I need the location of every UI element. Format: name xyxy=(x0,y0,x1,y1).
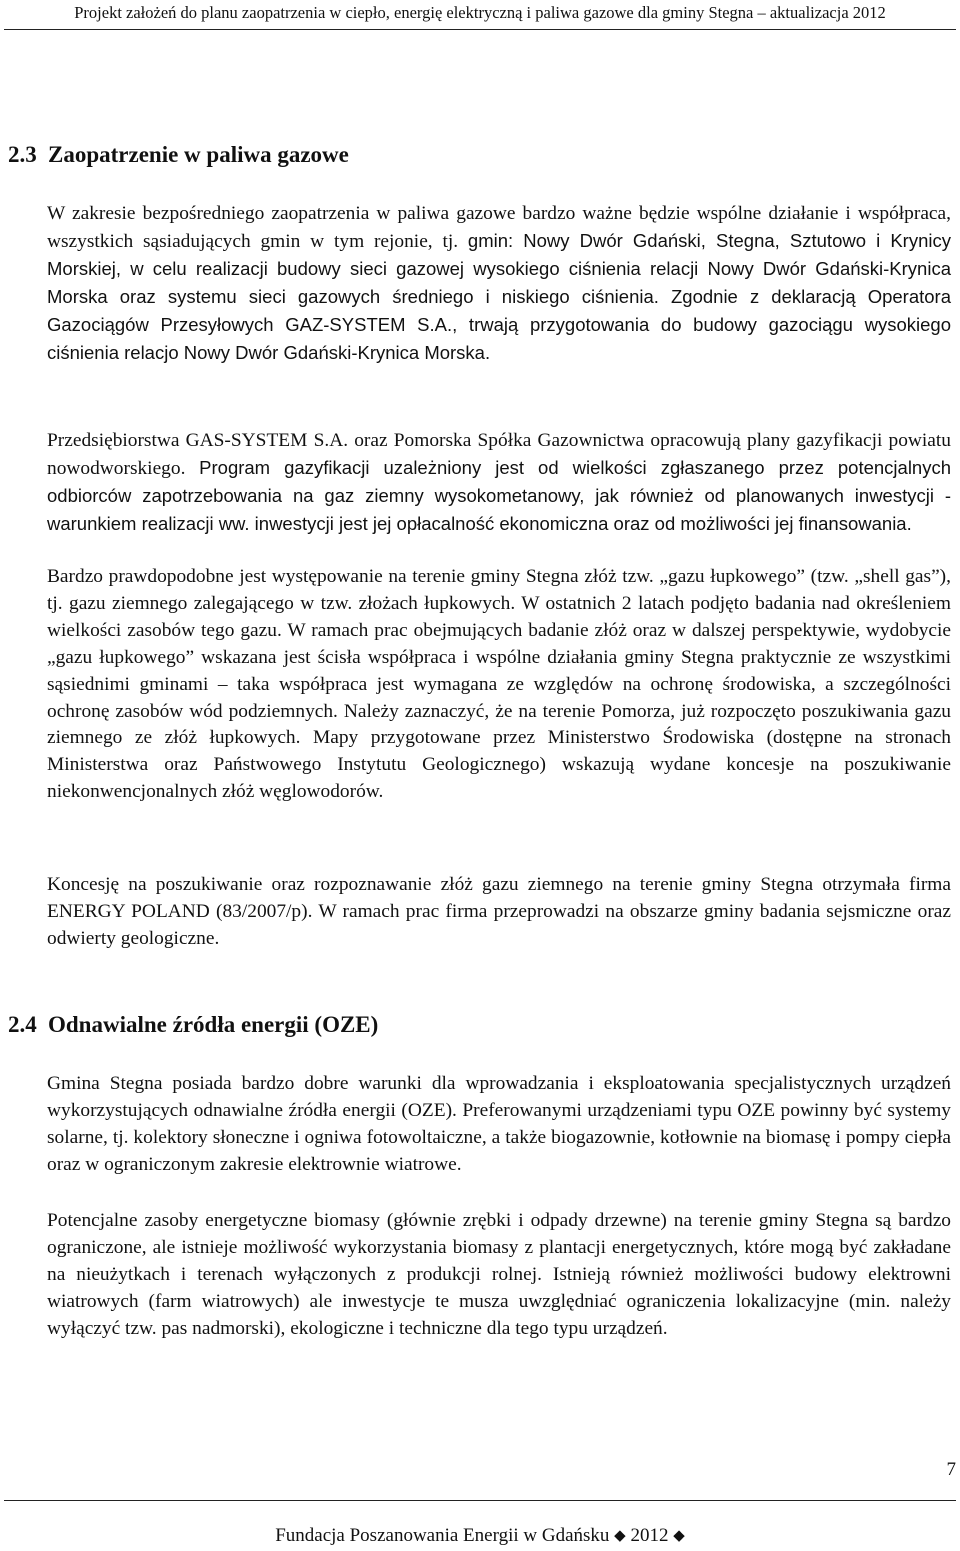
diamond-icon: ◆ xyxy=(673,1528,685,1544)
paragraph-gasification-plans xyxy=(47,428,951,539)
section-title: Odnawialne źródła energii (OZE) xyxy=(48,1012,379,1037)
paragraph-text: Program gazyfikacji uzależniony jest od wielkości zgłaszanego przez potencjalnych odbiorców zapotrzebowania na gaz ziemny wysokometanowy, jak również od planowanych inwestycji - warunkiem realizacji ww. inwestycji jest jej opłacalność ekonomiczna oraz od możliwości jej finansowania. xyxy=(47,456,952,534)
footer-divider xyxy=(4,1500,956,1501)
diamond-icon: ◆ xyxy=(614,1528,626,1544)
header-divider xyxy=(4,29,956,30)
footer-year: 2012 xyxy=(630,1525,669,1546)
paragraph-biomass-wind: Potencjalne zasoby energetyczne biomasy (głównie zrębki i odpady drzewne) na terenie gminy Stegna są bardzo ograniczone, ale istnieje możliwość wykorzystania biomasy z plantacji energetycznych, które mogą być zakładane na nieużytkach i terenach wyłączonych z produkcji rolnej. Istnieją również możliwości budowy elektrowni wiatrowych (farm wiatrowych) ale inwestycje te musza uwzględniać ograniczenia lokalizacyjne (min. należy wyłączyć tzw. pas nadmorski), ekologiczne i techniczne dla tego typu urządzeń. xyxy=(47,1210,951,1339)
section-number: 2.4 xyxy=(8,1012,37,1037)
page-number: 7 xyxy=(946,1459,956,1480)
paragraph-text: Przedsiębiorstwa GAS-SYSTEM S.A. oraz Pomorska Spółka Gazownictwa opracowują plany gazyfikacji powiatu nowodworskiego. xyxy=(47,430,951,479)
section-number: 2.3 xyxy=(8,142,37,167)
paragraph-text: gmin: Nowy Dwór Gdański, Stegna, Sztutowo i Krynicy Morskiej, w celu realizacji budowy sieci gazowej wysokiego ciśnienia relacji Nowy Dwór Gdański-Krynica Morska oraz systemu sieci gazowych średniego i niskiego ciśnienia. Zgodnie z deklaracją Operatora Gazociągów Przesyłowych GAZ-SYSTEM S.A., trwają przygotowania do budowy gazociągu wysokiego ciśnienia relacjo Nowy Dwór Gdański-Krynica Morska. xyxy=(47,229,951,363)
section-heading-2-3 xyxy=(8,141,349,169)
paragraph-concession: Koncesję na poszukiwanie oraz rozpoznawanie złóż gazu ziemnego na terenie gminy Stegna otrzymała firma ENERGY POLAND (83/2007/p). W ramach prac firma przeprowadzi na obszarze gminy badania sejsmiczne oraz odwierty geologiczne. xyxy=(47,874,951,949)
paragraph-renewable-conditions: Gmina Stegna posiada bardzo dobre warunki dla wprowadzania i eksploatowania specjalistycznych urządzeń wykorzystujących odnawialne źródła energii (OZE). Preferowanymi urządzeniami typu OZE powinny być systemy solarne, tj. kolektory słoneczne i ogniwa fotowoltaiczne, a także biogazownie, kotłownie na biomasę i pompy ciepła oraz w ograniczonym zakresie elektrownie wiatrowe. xyxy=(47,1073,951,1175)
paragraph-text: W zakresie bezpośredniego zaopatrzenia w paliwa gazowe bardzo ważne będzie wspólne działanie i współpraca, wszystkich sąsiadujących gmin w tym rejonie, tj. xyxy=(47,203,951,252)
section-heading-2-4 xyxy=(8,1011,378,1039)
running-footer xyxy=(0,1524,960,1548)
footer-organization: Fundacja Poszanowania Energii w Gdańsku xyxy=(275,1525,610,1546)
running-header: Projekt założeń do planu zaopatrzenia w ciepło, energię elektryczną i paliwa gazowe dla gminy Stegna – aktualizacja 2012 xyxy=(74,3,886,22)
section-title: Zaopatrzenie w paliwa gazowe xyxy=(48,142,349,167)
paragraph-shale-gas: Bardzo prawdopodobne jest występowanie na terenie gminy Stegna złóż tzw. „gazu łupkowego” (tzw. „shell gas”), tj. gazu ziemnego zalegającego w tzw. złożach łupkowych. W ostatnich 2 latach podjęto badania nad określeniem wielkości zasobów tego gazu. W ramach prac obejmujących badanie złóż oraz w dalszej perspektywie, wydobycie „gazu łupkowego” wskazana jest ścisła współpraca i wspólne działania gminy Stegna praktycznie ze wszystkimi sąsiednimi gminami – taka współpraca jest wymagana ze względów na ochronę środowiska, a szczególności ochronę zasobów wód podziemnych. Należy zaznaczyć, że na terenie Pomorza, już rozpoczęto poszukiwania gazu ziemnego ze złóż łupkowych. Mapy przygotowane przez Ministerstwo Środowiska (dostępne na stronach Ministerstwa oraz Państwowego Instytutu Geologicznego) wskazują wydane koncesje na poszukiwanie niekonwencjonalnych złóż węglowodorów. xyxy=(47,566,951,803)
paragraph-gas-cooperation xyxy=(47,201,951,367)
